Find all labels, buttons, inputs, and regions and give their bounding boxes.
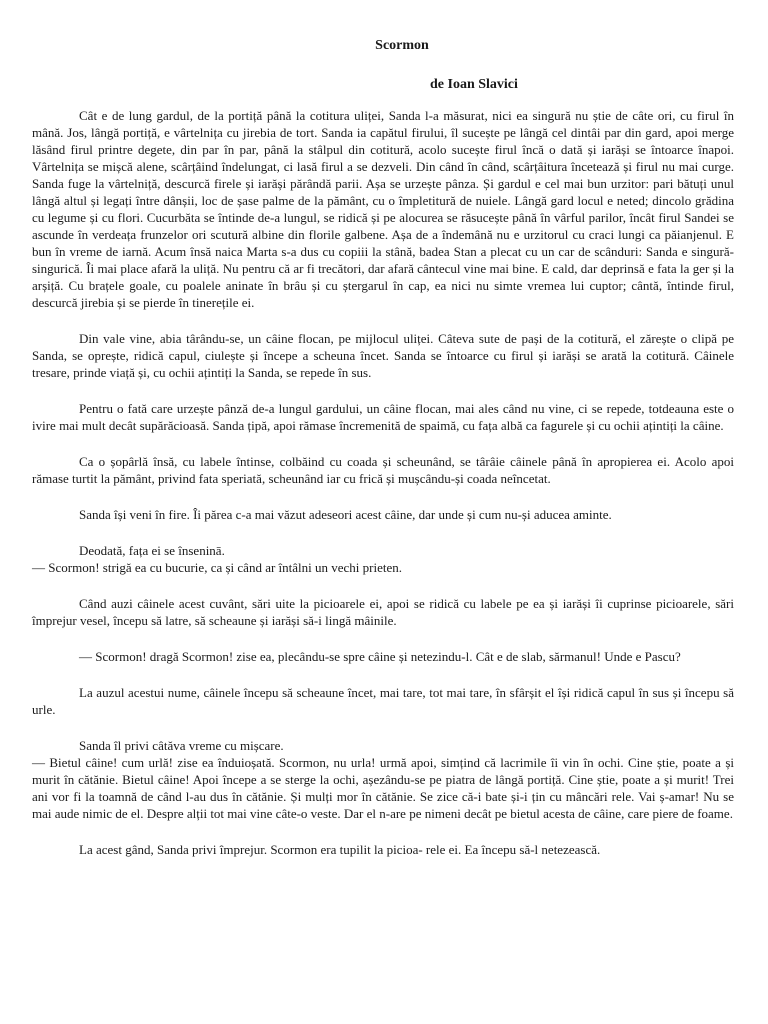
- paragraph-7: Când auzi câinele acest cuvânt, sări uite la picioarele ei, apoi se ridică cu labele pe ea și iarăși îi cuprinse picioarele, sări împrejur vesel, începu să latre, să scheaune și iarăși să-i lingă mâinile.: [32, 596, 734, 628]
- paragraph-6-line-1: Deodată, fața ei se înseninā.: [79, 543, 225, 558]
- paragraph-10-line-1: Sanda îl privi câtăva vreme cu mișcare.: [79, 738, 284, 753]
- paragraph-9: La auzul acestui nume, câinele începu să scheaune încet, mai tare, tot mai tare, în sfârșit el își ridică capul în sus și începu să urle.: [32, 685, 734, 717]
- paragraph-8: — Scormon! dragă Scormon! zise ea, plecându-se spre câine și netezindu-l. Cât e de slab, sărmanul! Unde e Pascu?: [79, 649, 681, 664]
- paragraph-1: Cât e de lung gardul, de la portiță până la cotitura uliței, Sanda l-a măsurat, nici ea singură nu știe de câte ori, cu firul în mână. Jos, lângă portiță, e vârtelnița cu jirebia de tort. Sanda ia capătul firului, îl sucește pe lângă cel dintâi par din gard, apoi merge lăsând firul printre degete, din par în par, până la stâlpul din cotitură, acolo sucește firul încă o dată și iarăși se întoarce înapoi. Vârtelnița se mișcă alene, scârțâind îndelungat, ci lasă firul a se dezveli. Din când în când, scârțâitura încetează și firul nu mai curge. Sanda fuge la vârtelniță, descurcă firele și iarăși părândă parii. Așa se urzește pânza. Și gardul e cel mai bun urzitor: pari bătuți unul lângă altul și legați între dânșii, loc de șase palme de la pământ, cu o împletitură de nuiele. Lângă gard locul e neted; dincolo grădina cu legume și cu flori. Cucurbăta se întinde de-a lungul, se ridică și pe alocurea se răsucește până în vârful parilor, încât firul Sandei se ascunde în verdeața frunzelor ori scutură albine din florile galbene. Așa de a îndemână nu e urzitorul cu craci lungi ca păianjenul. E bun în vreme de iarnă. Acum însă naica Marta s-a dus cu copiii la stână, badea Stan a plecat cu un car de scânduri: Sanda e singură-singurică. Îi mai place afară la uliță. Nu pentru că ar fi trecători, dar afară cântecul vine mai bine. E cald, dar deprinsă e fata la ger și la arșiță. Cu brațele goale, cu poalele aninate în brâu și cu ștergarul în cap, ea nici nu simte vremea lui cuptor; cântă, întinde firul, descurcă jirebia și se pierde în tinerețile ei.: [32, 108, 734, 310]
- paragraph-2: Din vale vine, abia târându-se, un câine flocan, pe mijlocul uliței. Câteva sute de pași de la cotitură, el zărește o clipă pe Sanda, se oprește, ridică capul, ciulește și începe a scheuna încet. Sanda se întoarce cu firul și iarăși se arată la cotitură. Câinele tresare, prinde viață și, cu ochii ațintiți la Sanda, se repede în sus.: [32, 331, 734, 380]
- paragraph-3: Pentru o fată care urzește pânză de-a lungul gardului, un câine flocan, mai ales când nu vine, ci se repede, totdeauna este o ivire mai mult decât supărăcioasă. Sanda țipă, apoi rămase încremenită de spaimă, cu fața albă ca fagurele și cu ochii ațintiți la câine.: [32, 401, 734, 433]
- paragraph-6: [32, 542, 734, 576]
- paragraph-10-rest: — Bietul câine! cum urlă! zise ea înduioșată. Scormon, nu urla! urmă apoi, simțind că lacrimile îi vin în ochi. Cine știe, poate a și murit în cătănie. Bietul câine! Apoi începe a se sterge la ochi, așezându-se pe piatra de lângă portiță. Cine știe, poate a și murit! Trei ani vor fi la toamnă de când l-au dus în cătănie. Și mulți mor în cătănie. Se zice că-i bate și-i țin cu mâncări rele. Vai ș-amar! Nu se mai aude nimic de el. Despre alții tot mai vine câte-o veste. Dar el n-are pe nimeni decât pe bietul acesta de câine, care piere de foame.: [32, 755, 734, 821]
- story-author: de Ioan Slavici: [430, 77, 518, 92]
- paragraph-5: Sanda își veni în fire. Îi părea c-a mai văzut adeseori acest câine, dar unde și cum nu-și aducea aminte.: [79, 507, 612, 522]
- story-body: [32, 107, 734, 877]
- paragraph-6-line-2: — Scormon! strigă ea cu bucurie, ca și când ar întâlni un vechi prieten.: [32, 560, 403, 575]
- paragraph-4: Ca o șopârlă însă, cu labele întinse, colbăind cu coada și scheunând, se târâie câinele până în apropierea ei. Acolo apoi rămase turtit la pământ, privind fata speriată, scheunând iar cu frică și mușcându-și coada neîncetat.: [32, 454, 734, 486]
- paragraph-10: [32, 737, 734, 822]
- story-title: Scormon: [375, 38, 429, 53]
- paragraph-11: La acest gând, Sanda privi împrejur. Scormon era tupilit la picioa- rele ei. Ea începu să-l netezească.: [79, 842, 601, 857]
